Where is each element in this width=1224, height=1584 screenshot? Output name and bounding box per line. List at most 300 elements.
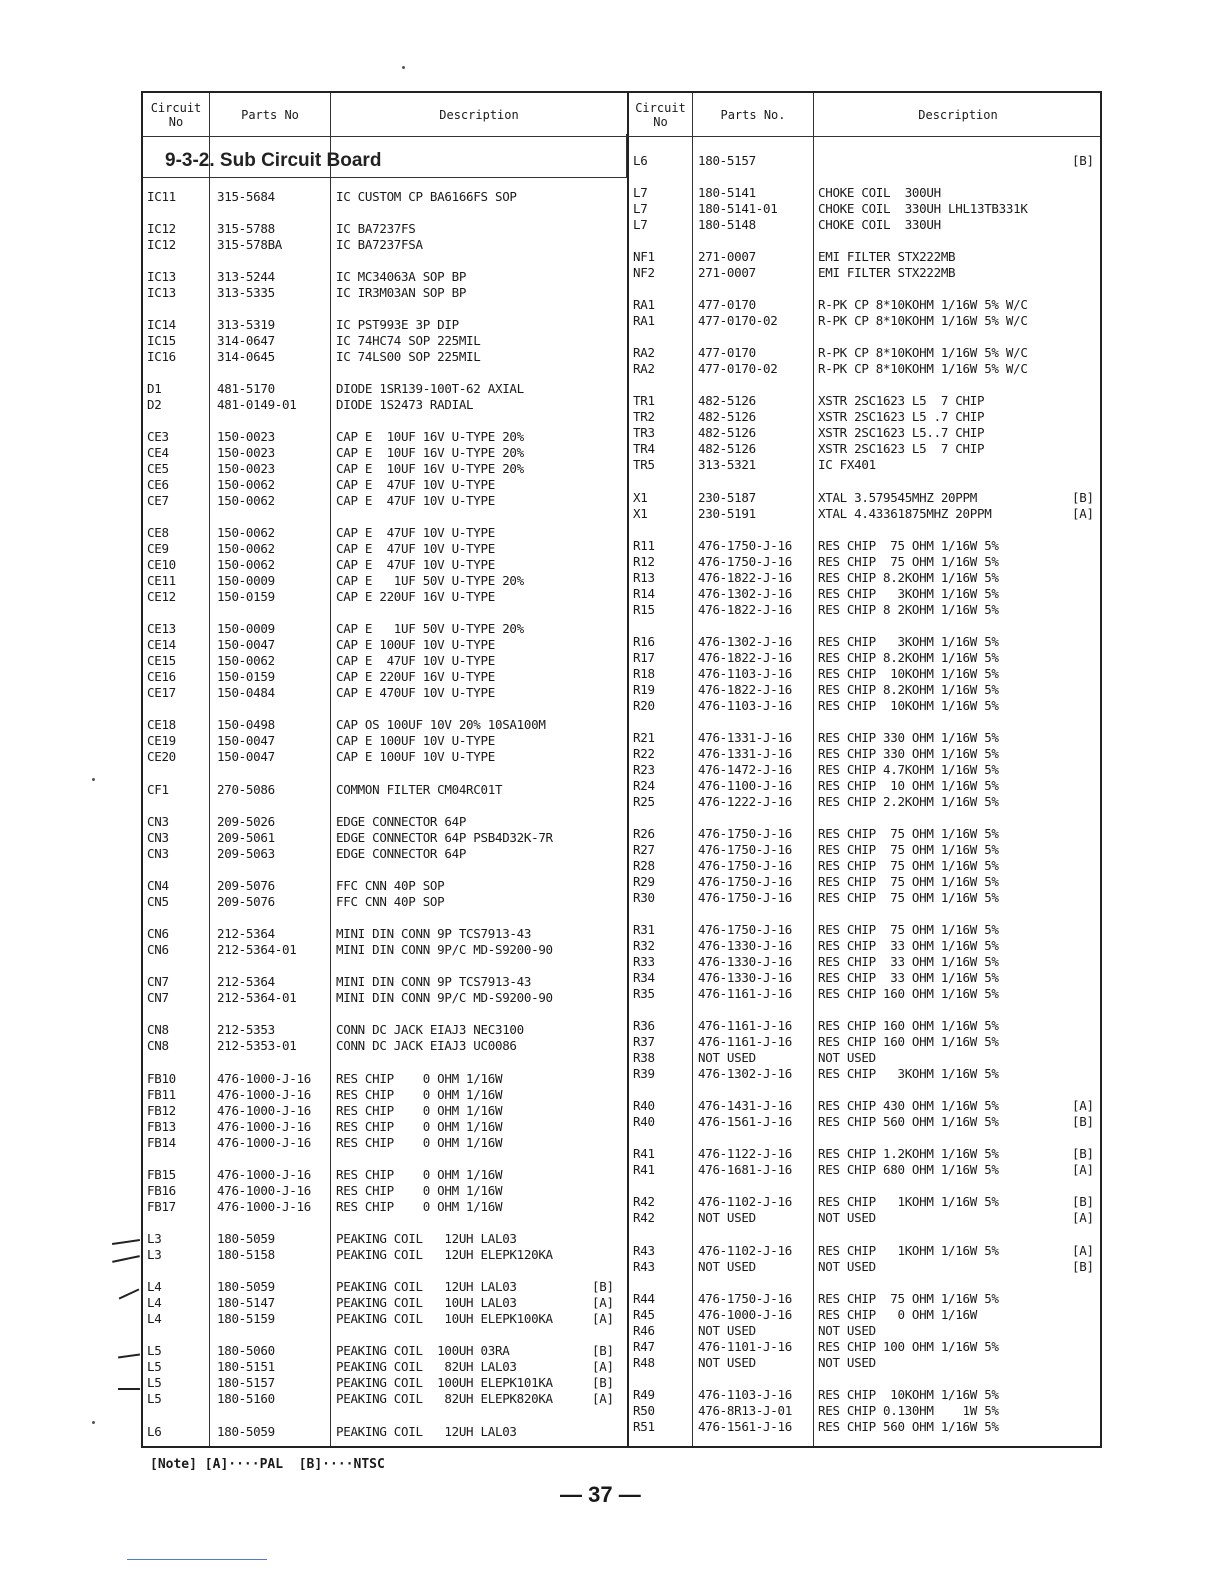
circuit-no-cell: TR1 [633,393,655,408]
circuit-no-cell: L5 [147,1375,162,1390]
parts-no-cell: 180-5148 [698,217,756,232]
circuit-no-cell: FB13 [147,1119,176,1134]
description-cell: RES CHIP 33 OHM 1/16W 5% [818,954,999,969]
parts-no-cell: 180-5060 [217,1343,275,1358]
parts-no-cell: 476-1102-J-16 [698,1243,792,1258]
parts-no-cell: 476-1750-J-16 [698,874,792,889]
circuit-no-cell: CE6 [147,477,169,492]
description-cell: RES CHIP 3KOHM 1/16W 5% [818,586,999,601]
circuit-no-cell: CE13 [147,621,176,636]
circuit-no-cell: R24 [633,778,655,793]
description-cell: R-PK CP 8*10KOHM 1/16W 5% W/C [818,361,1028,376]
header-description-right: Description [918,107,998,122]
parts-no-cell: 180-5151 [217,1359,275,1374]
parts-no-cell: 230-5187 [698,490,756,505]
description-cell: R-PK CP 8*10KOHM 1/16W 5% W/C [818,297,1028,312]
parts-no-cell: 476-1161-J-16 [698,1034,792,1049]
parts-no-cell: 476-1302-J-16 [698,634,792,649]
circuit-no-cell: FB11 [147,1087,176,1102]
circuit-no-cell: R29 [633,874,655,889]
circuit-no-cell: CE11 [147,573,176,588]
circuit-no-cell: CE16 [147,669,176,684]
header-parts-no-right: Parts No. [720,107,786,122]
circuit-no-cell: CN6 [147,926,169,941]
description-cell: NOT USED [818,1259,876,1274]
parts-no-cell: 180-5157 [698,153,756,168]
bottom-rule [127,1559,267,1560]
parts-no-cell: 212-5364-01 [217,942,297,957]
description-cell: RES CHIP 10 OHM 1/16W 5% [818,778,999,793]
parts-no-cell: 476-1330-J-16 [698,954,792,969]
region-note-cell: [A] [592,1295,614,1310]
parts-no-cell: 476-1000-J-16 [217,1167,311,1182]
region-note-cell: [B] [592,1343,614,1358]
parts-no-cell: 476-1331-J-16 [698,730,792,745]
description-cell: RES CHIP 75 OHM 1/16W 5% [818,554,999,569]
circuit-no-cell: X1 [633,506,648,521]
circuit-no-cell: X1 [633,490,648,505]
description-cell: RES CHIP 75 OHM 1/16W 5% [818,1291,999,1306]
parts-no-cell: 150-0159 [217,669,275,684]
circuit-no-cell: R30 [633,890,655,905]
description-cell: MINI DIN CONN 9P/C MD-S9200-90 [336,942,553,957]
region-note-cell: [B] [1072,1194,1094,1209]
parts-no-cell: 313-5335 [217,285,275,300]
parts-no-cell: 150-0009 [217,621,275,636]
description-cell: RES CHIP 75 OHM 1/16W 5% [818,890,999,905]
circuit-no-cell: R43 [633,1259,655,1274]
circuit-no-cell: CE7 [147,493,169,508]
parts-no-cell: 476-1161-J-16 [698,1018,792,1033]
circuit-no-cell: CN3 [147,830,169,845]
description-cell: IC 74LS00 SOP 225MIL [336,349,481,364]
description-cell: PEAKING COIL 12UH LAL03 [336,1424,517,1439]
circuit-no-cell: CN8 [147,1038,169,1053]
region-note-cell: [B] [1072,490,1094,505]
parts-no-cell: 476-1750-J-16 [698,554,792,569]
circuit-no-cell: L5 [147,1343,162,1358]
circuit-no-cell: FB16 [147,1183,176,1198]
circuit-no-cell: CF1 [147,782,169,797]
description-cell: PEAKING COIL 12UH LAL03 [336,1279,517,1294]
circuit-no-cell: TR4 [633,441,655,456]
description-cell: RES CHIP 1.2KOHM 1/16W 5% [818,1146,999,1161]
circuit-no-cell: CE4 [147,445,169,460]
description-cell: NOT USED [818,1210,876,1225]
description-cell: RES CHIP 8 2KOHM 1/16W 5% [818,602,999,617]
description-cell: PEAKING COIL 12UH ELEPK120KA [336,1247,553,1262]
description-cell: IC IR3M03AN SOP BP [336,285,467,300]
circuit-no-cell: CE10 [147,557,176,572]
header-circuit-no-right: Circuit No [635,100,686,129]
parts-no-cell: 150-0498 [217,717,275,732]
parts-no-cell: 212-5364 [217,974,275,989]
circuit-no-cell: IC11 [147,189,176,204]
description-cell: RES CHIP 0 OHM 1/16W [336,1087,503,1102]
parts-no-cell: 476-1000-J-16 [217,1087,311,1102]
parts-no-cell: 482-5126 [698,409,756,424]
circuit-no-cell: CN8 [147,1022,169,1037]
circuit-no-cell: R35 [633,986,655,1001]
circuit-no-cell: TR3 [633,425,655,440]
scan-speck [402,66,405,69]
description-cell: CAP E 470UF 10V U-TYPE [336,685,495,700]
description-cell: RES CHIP 3KOHM 1/16W 5% [818,634,999,649]
circuit-no-cell: FB14 [147,1135,176,1150]
circuit-no-cell: CE15 [147,653,176,668]
circuit-no-cell: IC15 [147,333,176,348]
region-note-cell: [A] [592,1311,614,1326]
parts-no-cell: 209-5061 [217,830,275,845]
parts-no-cell: 476-1750-J-16 [698,890,792,905]
parts-no-cell: 209-5076 [217,878,275,893]
parts-no-cell: 209-5063 [217,846,275,861]
circuit-no-cell: L6 [147,1424,162,1439]
circuit-no-cell: CE14 [147,637,176,652]
parts-no-cell: 476-1330-J-16 [698,938,792,953]
parts-no-cell: 476-8R13-J-01 [698,1403,792,1418]
circuit-no-cell: R31 [633,922,655,937]
description-cell: PEAKING COIL 82UH ELEPK820KA [336,1391,553,1406]
description-cell: RES CHIP 160 OHM 1/16W 5% [818,1034,999,1049]
circuit-no-cell: L3 [147,1247,162,1262]
circuit-no-cell: L6 [633,153,648,168]
circuit-no-cell: R14 [633,586,655,601]
description-cell: CAP E 100UF 10V U-TYPE [336,749,495,764]
description-cell: XSTR 2SC1623 L5..7 CHIP [818,425,985,440]
parts-no-cell: 481-0149-01 [217,397,297,412]
parts-no-cell: 180-5059 [217,1424,275,1439]
circuit-no-cell: R21 [633,730,655,745]
circuit-no-cell: CN5 [147,894,169,909]
header-circuit-no-left: Circuit No [150,100,202,129]
description-cell: RES CHIP 33 OHM 1/16W 5% [818,938,999,953]
description-cell: MINI DIN CONN 9P TCS7913-43 [336,926,532,941]
description-cell: CAP E 47UF 10V U-TYPE [336,653,495,668]
parts-no-cell: 476-1100-J-16 [698,778,792,793]
parts-no-cell: 476-1102-J-16 [698,1194,792,1209]
parts-no-cell: 476-1561-J-16 [698,1114,792,1129]
parts-no-cell: 476-1750-J-16 [698,826,792,841]
region-note-cell: [B] [1072,1114,1094,1129]
description-cell: EMI FILTER STX222MB [818,249,956,264]
parts-no-cell: 313-5244 [217,269,275,284]
circuit-no-cell: R51 [633,1419,655,1434]
parts-no-cell: 476-1750-J-16 [698,858,792,873]
description-cell: XSTR 2SC1623 L5 7 CHIP [818,441,985,456]
parts-no-cell: 476-1000-J-16 [217,1119,311,1134]
region-note-cell: [B] [1072,1146,1094,1161]
circuit-no-cell: CN7 [147,990,169,1005]
parts-no-cell: 150-0484 [217,685,275,700]
circuit-no-cell: IC13 [147,285,176,300]
circuit-no-cell: NF1 [633,249,655,264]
circuit-no-cell: L7 [633,201,648,216]
description-cell: RES CHIP 330 OHM 1/16W 5% [818,746,999,761]
parts-no-cell: 180-5159 [217,1311,275,1326]
parts-no-cell: 482-5126 [698,393,756,408]
parts-no-cell: 476-1161-J-16 [698,986,792,1001]
description-cell: RES CHIP 0 OHM 1/16W [336,1167,503,1182]
page-number: — 37 — [560,1482,641,1507]
parts-no-cell: 271-0007 [698,249,756,264]
parts-no-cell: 476-1331-J-16 [698,746,792,761]
description-cell: RES CHIP 3KOHM 1/16W 5% [818,1066,999,1081]
circuit-no-cell: TR2 [633,409,655,424]
parts-no-cell: 212-5353 [217,1022,275,1037]
parts-no-cell: 313-5319 [217,317,275,332]
parts-no-cell: 180-5147 [217,1295,275,1310]
parts-no-cell: 477-0170 [698,297,756,312]
description-cell: RES CHIP 1KOHM 1/16W 5% [818,1243,999,1258]
description-cell: MINI DIN CONN 9P/C MD-S9200-90 [336,990,553,1005]
description-cell: PEAKING COIL 82UH LAL03 [336,1359,517,1374]
description-cell: R-PK CP 8*10KOHM 1/16W 5% W/C [818,345,1028,360]
circuit-no-cell: L5 [147,1391,162,1406]
description-cell: RES CHIP 0 OHM 1/16W [336,1135,503,1150]
description-cell: NOT USED [818,1323,876,1338]
description-cell: PEAKING COIL 12UH LAL03 [336,1231,517,1246]
description-cell: RES CHIP 430 OHM 1/16W 5% [818,1098,999,1113]
circuit-no-cell: R23 [633,762,655,777]
description-cell: FFC CNN 40P SOP [336,878,445,893]
parts-no-cell: 476-1561-J-16 [698,1419,792,1434]
circuit-no-cell: CN3 [147,846,169,861]
region-note-cell: [A] [1072,1243,1094,1258]
parts-no-cell: 150-0062 [217,541,275,556]
region-note-cell: [B] [592,1375,614,1390]
circuit-no-cell: R11 [633,538,655,553]
parts-no-cell: 150-0023 [217,461,275,476]
circuit-no-cell: CE20 [147,749,176,764]
description-cell: RES CHIP 0 OHM 1/16W [336,1119,503,1134]
margin-arrow-mark [118,1353,140,1358]
parts-no-cell: 180-5160 [217,1391,275,1406]
margin-arrow-mark [112,1239,140,1245]
circuit-no-cell: FB10 [147,1071,176,1086]
parts-no-cell: 150-0047 [217,637,275,652]
description-cell: RES CHIP 0 OHM 1/16W [336,1071,503,1086]
description-cell: RES CHIP 75 OHM 1/16W 5% [818,874,999,889]
description-cell: EDGE CONNECTOR 64P [336,846,467,861]
description-cell: XTAL 3.579545MHZ 20PPM [818,490,977,505]
description-cell: CAP E 100UF 10V U-TYPE [336,733,495,748]
description-cell: CAP E 220UF 16V U-TYPE [336,669,495,684]
circuit-no-cell: L4 [147,1295,162,1310]
parts-no-cell: 476-1000-J-16 [698,1307,792,1322]
description-cell: PEAKING COIL 10UH LAL03 [336,1295,517,1310]
circuit-no-cell: R47 [633,1339,655,1354]
parts-no-cell: 476-1000-J-16 [217,1183,311,1198]
parts-no-cell: 476-1431-J-16 [698,1098,792,1113]
parts-no-cell: 180-5141 [698,185,756,200]
parts-no-cell: NOT USED [698,1323,756,1338]
description-cell: RES CHIP 160 OHM 1/16W 5% [818,986,999,1001]
parts-no-cell: 476-1000-J-16 [217,1135,311,1150]
parts-no-cell: 482-5126 [698,425,756,440]
description-cell: CAP E 10UF 16V U-TYPE 20% [336,461,524,476]
description-cell: EMI FILTER STX222MB [818,265,956,280]
parts-no-cell: 150-0047 [217,749,275,764]
parts-no-cell: 476-1822-J-16 [698,602,792,617]
description-cell: CAP E 47UF 10V U-TYPE [336,525,495,540]
description-cell: RES CHIP 33 OHM 1/16W 5% [818,970,999,985]
description-cell: FFC CNN 40P SOP [336,894,445,909]
circuit-no-cell: R41 [633,1162,655,1177]
circuit-no-cell: R43 [633,1243,655,1258]
region-note-cell: [A] [592,1391,614,1406]
circuit-no-cell: R28 [633,858,655,873]
margin-arrow-mark [119,1288,140,1299]
region-note-cell: [B] [1072,1259,1094,1274]
circuit-no-cell: RA2 [633,345,655,360]
circuit-no-cell: IC13 [147,269,176,284]
description-cell: CAP E 47UF 10V U-TYPE [336,493,495,508]
description-cell: RES CHIP 160 OHM 1/16W 5% [818,1018,999,1033]
description-cell: RES CHIP 8.2KOHM 1/16W 5% [818,682,999,697]
circuit-no-cell: L4 [147,1311,162,1326]
parts-no-cell: 150-0062 [217,525,275,540]
description-cell: CAP E 10UF 16V U-TYPE 20% [336,429,524,444]
parts-no-cell: 476-1000-J-16 [217,1103,311,1118]
parts-no-cell: 209-5026 [217,814,275,829]
parts-no-cell: 476-1222-J-16 [698,794,792,809]
circuit-no-cell: IC12 [147,221,176,236]
parts-no-cell: 476-1750-J-16 [698,922,792,937]
parts-no-cell: 150-0009 [217,573,275,588]
description-cell: PEAKING COIL 10UH ELEPK100KA [336,1311,553,1326]
description-cell: RES CHIP 2.2KOHM 1/16W 5% [818,794,999,809]
parts-no-cell: 476-1750-J-16 [698,1291,792,1306]
footnote-legend: [Note] [A]····PAL [B]····NTSC [150,1457,385,1472]
parts-no-cell: 476-1101-J-16 [698,1339,792,1354]
circuit-no-cell: L5 [147,1359,162,1374]
circuit-no-cell: L7 [633,217,648,232]
parts-no-cell: 476-1103-J-16 [698,666,792,681]
description-cell: CAP E 47UF 10V U-TYPE [336,557,495,572]
parts-no-cell: NOT USED [698,1355,756,1370]
description-cell: NOT USED [818,1050,876,1065]
description-cell: CONN DC JACK EIAJ3 NEC3100 [336,1022,524,1037]
circuit-no-cell: R26 [633,826,655,841]
parts-no-cell: 476-1302-J-16 [698,586,792,601]
parts-no-cell: 314-0645 [217,349,275,364]
description-cell: CAP E 100UF 10V U-TYPE [336,637,495,652]
circuit-no-cell: CE9 [147,541,169,556]
parts-no-cell: 476-1822-J-16 [698,682,792,697]
parts-no-cell: 313-5321 [698,457,756,472]
circuit-no-cell: CE8 [147,525,169,540]
circuit-no-cell: IC12 [147,237,176,252]
description-cell: IC BA7237FS [336,221,416,236]
circuit-no-cell: R25 [633,794,655,809]
parts-no-cell: 212-5364-01 [217,990,297,1005]
circuit-no-cell: R20 [633,698,655,713]
parts-no-cell: 476-1000-J-16 [217,1071,311,1086]
parts-no-cell: 476-1330-J-16 [698,970,792,985]
circuit-no-cell: D2 [147,397,162,412]
divider-center [627,93,629,1446]
parts-no-cell: 150-0062 [217,493,275,508]
parts-no-cell: 212-5364 [217,926,275,941]
parts-no-cell: 476-1822-J-16 [698,650,792,665]
description-cell: CAP E 47UF 10V U-TYPE [336,541,495,556]
description-cell: EDGE CONNECTOR 64P [336,814,467,829]
description-cell: RES CHIP 100 OHM 1/16W 5% [818,1339,999,1354]
parts-no-cell: 150-0062 [217,653,275,668]
circuit-no-cell: R33 [633,954,655,969]
circuit-no-cell: R46 [633,1323,655,1338]
circuit-no-cell: R40 [633,1098,655,1113]
circuit-no-cell: R19 [633,682,655,697]
region-note-cell: [A] [1072,506,1094,521]
parts-no-cell: 481-5170 [217,381,275,396]
parts-no-cell: NOT USED [698,1210,756,1225]
description-cell: IC MC34063A SOP BP [336,269,467,284]
description-cell: CHOKE COIL 330UH LHL13TB331K [818,201,1028,216]
section-title: 9-3-2. Sub Circuit Board [165,150,382,171]
circuit-no-cell: NF2 [633,265,655,280]
description-cell: RES CHIP 75 OHM 1/16W 5% [818,538,999,553]
parts-no-cell: 476-1122-J-16 [698,1146,792,1161]
circuit-no-cell: R40 [633,1114,655,1129]
description-cell: RES CHIP 10KOHM 1/16W 5% [818,666,999,681]
circuit-no-cell: R12 [633,554,655,569]
divider-left-circuit [209,93,210,1446]
parts-no-cell: 476-1681-J-16 [698,1162,792,1177]
description-cell: RES CHIP 0 OHM 1/16W [336,1183,503,1198]
circuit-no-cell: IC16 [147,349,176,364]
circuit-no-cell: R44 [633,1291,655,1306]
parts-no-cell: 180-5157 [217,1375,275,1390]
circuit-no-cell: R16 [633,634,655,649]
circuit-no-cell: R13 [633,570,655,585]
description-cell: RES CHIP 0.130HM 1W 5% [818,1403,999,1418]
circuit-no-cell: R39 [633,1066,655,1081]
parts-no-cell: 212-5353-01 [217,1038,297,1053]
parts-no-cell: 476-1302-J-16 [698,1066,792,1081]
region-note-cell: [B] [592,1279,614,1294]
description-cell: RES CHIP 75 OHM 1/16W 5% [818,922,999,937]
description-cell: IC BA7237FSA [336,237,423,252]
description-cell: IC CUSTOM CP BA6166FS SOP [336,189,517,204]
circuit-no-cell: CN4 [147,878,169,893]
circuit-no-cell: L7 [633,185,648,200]
circuit-no-cell: CN3 [147,814,169,829]
divider-right-circuit [692,93,693,1446]
description-cell: CAP E 1UF 50V U-TYPE 20% [336,621,524,636]
parts-no-cell: NOT USED [698,1050,756,1065]
parts-no-cell: 180-5059 [217,1279,275,1294]
parts-no-cell: 476-1103-J-16 [698,698,792,713]
description-cell: CHOKE COIL 300UH [818,185,941,200]
parts-no-cell: 180-5158 [217,1247,275,1262]
divider-left-parts [330,93,331,1446]
description-cell: DIODE 1SR139-100T-62 AXIAL [336,381,524,396]
parts-no-cell: 477-0170-02 [698,313,778,328]
circuit-no-cell: CE19 [147,733,176,748]
circuit-no-cell: R17 [633,650,655,665]
description-cell: RES CHIP 75 OHM 1/16W 5% [818,826,999,841]
circuit-no-cell: R45 [633,1307,655,1322]
parts-no-cell: 209-5076 [217,894,275,909]
description-cell: CAP E 1UF 50V U-TYPE 20% [336,573,524,588]
margin-arrow-mark [112,1255,140,1263]
description-cell: RES CHIP 0 OHM 1/16W [336,1199,503,1214]
description-cell: NOT USED [818,1355,876,1370]
circuit-no-cell: R37 [633,1034,655,1049]
circuit-no-cell: R27 [633,842,655,857]
